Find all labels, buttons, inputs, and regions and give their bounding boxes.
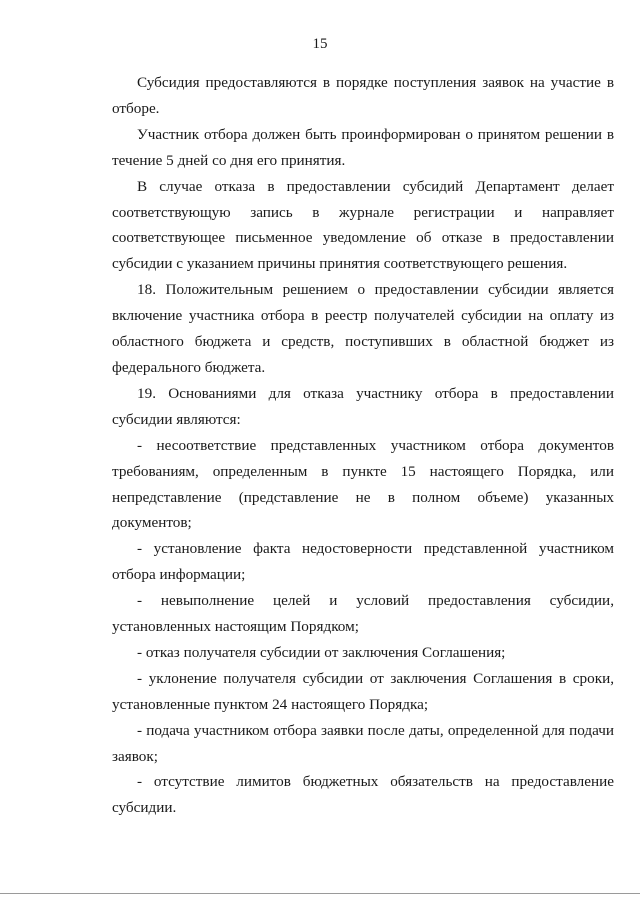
paragraph-refusal-record: В случае отказа в предоставлении субсидий Департамент делает соответствующую запись в журнале регистрации и направляет соответствующее письменное уведомление об отказе в предоставлении субсидии с указанием причины принятия соответствующего решения. <box>112 177 614 273</box>
list-item-agreement-evasion: - уклонение получателя субсидии от заключения Соглашения в сроки, установленные пунктом 24 настоящего Порядка; <box>112 669 614 713</box>
list-item-late-application: - подача участником отбора заявки после даты, определенной для подачи заявок; <box>112 721 614 765</box>
paragraph-item-19: 19. Основаниями для отказа участнику отбора в предоставлении субсидии являются: <box>112 384 614 428</box>
page-bottom-divider <box>0 893 640 894</box>
list-item-noncompliance: - несоответствие представленных участником отбора документов требованиям, определенным в пункте 15 настоящего Порядка, или непредставление (представление не в полном объеме) указанных документов; <box>112 436 614 532</box>
paragraph-subsidy-order: Субсидия предоставляются в порядке поступления заявок на участие в отборе. <box>112 74 614 117</box>
paragraph-participant-informed: Участник отбора должен быть проинформирован о принятом решении в течение 5 дней со дня его принятия. <box>112 125 614 169</box>
paragraph-item-18: 18. Положительным решением о предоставлении субсидии является включение участника отбора в реестр получателей субсидии на оплату из областного бюджета и средств, поступивших в областной бюджет из федерального бюджета. <box>112 281 614 376</box>
document-body <box>112 70 614 821</box>
list-item-agreement-refusal: - отказ получателя субсидии от заключения Соглашения; <box>137 643 506 661</box>
list-item-no-budget-limits: - отсутствие лимитов бюджетных обязательств на предоставление субсидии. <box>112 773 614 817</box>
list-item-false-information: - установление факта недостоверности представленной участником отбора информации; <box>112 540 614 584</box>
page-number: 15 <box>312 36 328 52</box>
list-item-conditions-not-met: - невыполнение целей и условий предоставления субсидии, установленных настоящим Порядком; <box>112 592 614 636</box>
